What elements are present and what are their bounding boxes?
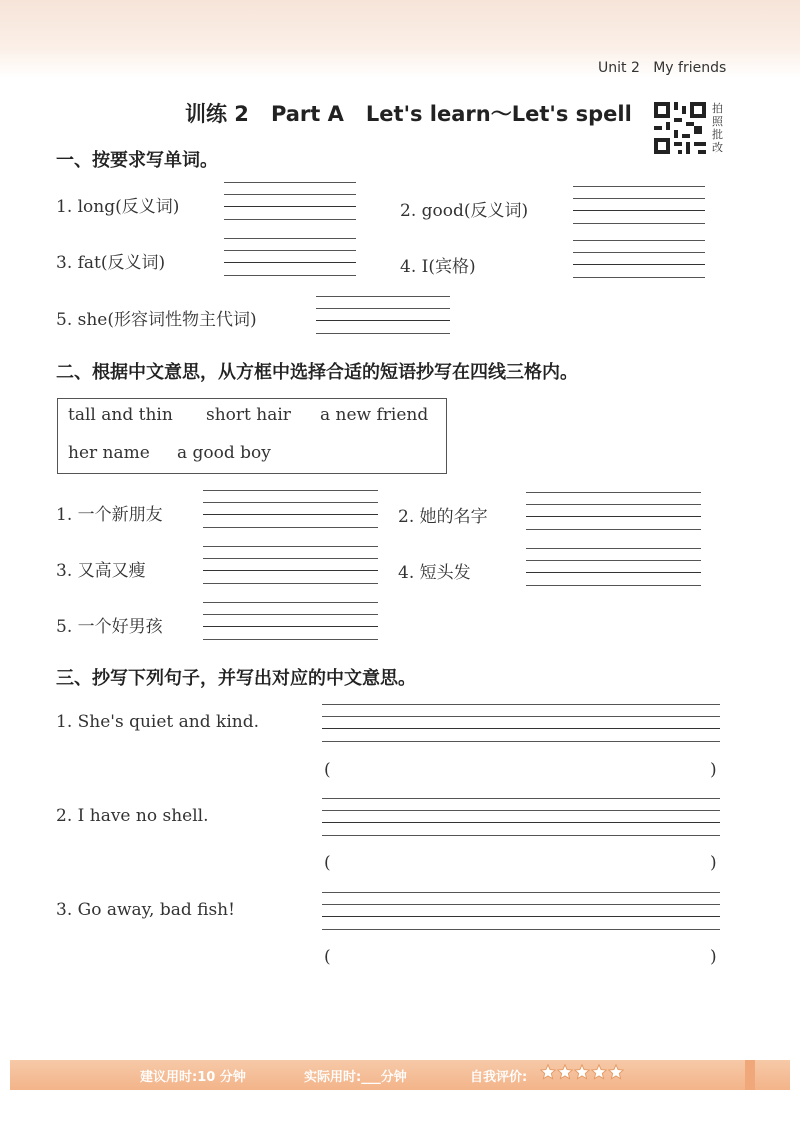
unit-label: Unit 2 [598,60,640,76]
s3-close-paren-2: ) [710,853,717,873]
s2-writing-lines-1[interactable] [203,490,378,534]
topic-label: Let's learn～Let's spell [365,102,632,126]
s2-item-4: 4. 短头发 [398,563,471,583]
rating-star-icon[interactable] [540,1064,556,1080]
s3-open-paren-1: ( [324,760,331,780]
s3-open-paren-2: ( [324,853,331,873]
s2-item-5: 5. 一个好男孩 [56,617,163,637]
s1-writing-lines-4[interactable] [573,240,705,284]
rating-star-icon[interactable] [557,1064,573,1080]
s3-item-3: 3. Go away, bad fish! [56,900,235,920]
page-corner [745,1060,755,1090]
s3-writing-lines-1[interactable] [322,704,720,748]
s3-close-paren-1: ) [710,760,717,780]
s3-item-1: 1. She's quiet and kind. [56,712,259,732]
unit-title: My friends [653,60,727,76]
section1-heading: 一、按要求写单词。 [56,150,218,171]
part-label: Part A [270,102,344,126]
s1-writing-lines-2[interactable] [573,186,705,230]
s3-close-paren-3: ) [710,947,717,967]
self-eval-label: 自我评价: [470,1070,528,1085]
s2-item-1: 1. 一个新朋友 [56,505,163,525]
s3-open-paren-3: ( [324,947,331,967]
s2-item-3: 3. 又高又瘦 [56,561,146,581]
lesson-title: 训练 2 [185,102,249,126]
qr-code-icon[interactable] [654,102,706,154]
s3-item-2: 2. I have no shell. [56,806,209,826]
s1-writing-lines-3[interactable] [224,238,356,282]
qr-label: 拍 照 批 改 [712,102,723,154]
phrase-her-name: her name [68,443,150,463]
phrase-a-good-boy: a good boy [177,443,271,463]
phrase-short-hair: short hair [206,405,291,425]
s1-item-2: 2. good(反义词) [400,201,529,221]
actual-time: 实际用时:___分钟 [304,1070,407,1085]
s2-item-2: 2. 她的名字 [398,507,488,527]
rating-star-icon[interactable] [591,1064,607,1080]
s2-writing-lines-5[interactable] [203,602,378,646]
self-eval-stars[interactable] [540,1064,625,1084]
s2-writing-lines-2[interactable] [526,492,701,536]
s1-item-5: 5. she(形容词性物主代词) [56,310,257,330]
rating-star-icon[interactable] [608,1064,624,1080]
page-title [185,98,632,128]
rating-star-icon[interactable] [574,1064,590,1080]
s1-writing-lines-5[interactable] [316,296,450,340]
phrase-tall-and-thin: tall and thin [68,405,173,425]
section3-heading: 三、抄写下列句子，并写出对应的中文意思。 [56,668,416,689]
s1-item-4: 4. I(宾格) [400,257,476,277]
s1-writing-lines-1[interactable] [224,182,356,226]
s3-writing-lines-2[interactable] [322,798,720,842]
unit-header [598,60,726,76]
s2-writing-lines-4[interactable] [526,548,701,592]
section2-heading: 二、根据中文意思，从方框中选择合适的短语抄写在四线三格内。 [56,362,578,383]
s1-item-1: 1. long(反义词) [56,197,180,217]
s1-item-3: 3. fat(反义词) [56,253,166,273]
suggested-time: 建议用时:10 分钟 [140,1070,246,1085]
s3-writing-lines-3[interactable] [322,892,720,936]
phrase-a-new-friend: a new friend [320,405,429,425]
s2-writing-lines-3[interactable] [203,546,378,590]
